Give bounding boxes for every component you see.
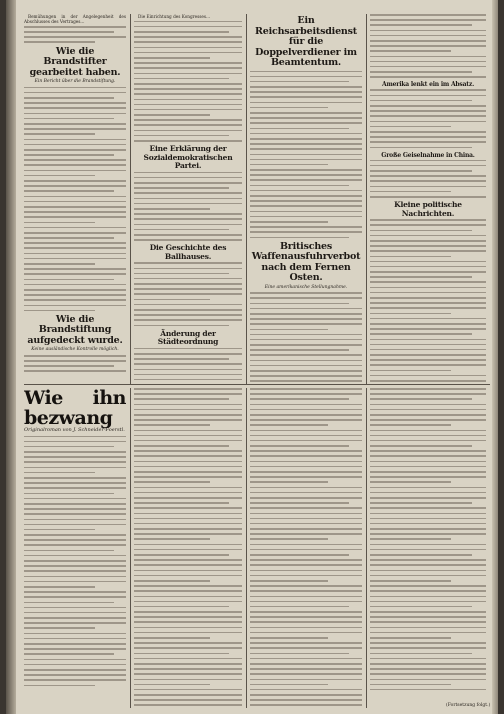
article-text-block — [370, 14, 486, 78]
article-text-block — [24, 26, 126, 43]
headline-erklaerung: Eine Erklärung der Sozialdemokratischen Partei. — [143, 144, 233, 171]
column-3-top — [250, 14, 362, 384]
article-text-block — [24, 87, 126, 312]
column-rule — [366, 388, 367, 708]
article-intro: Bemühungen in der Angelegenheit des Abschlusses des Vertrages... — [24, 14, 126, 25]
headline-waffenausfuhr: Britisches Waffenausfuhrverbot nach dem Fernen Osten. — [251, 240, 361, 284]
column-rule — [246, 388, 247, 708]
page-binding — [6, 0, 16, 714]
headline-china: Große Geiselnahme in China. — [381, 151, 475, 159]
article-text-block — [24, 355, 126, 374]
column-rule — [130, 14, 131, 384]
column-rule — [246, 14, 247, 384]
column-1-top — [24, 14, 126, 374]
serial-column-3 — [250, 388, 362, 708]
serial-text-block — [250, 388, 362, 708]
article-text-block — [134, 21, 242, 142]
article-text-block — [250, 292, 362, 384]
article-text-block — [134, 348, 242, 384]
column-2-top — [134, 14, 242, 384]
article-text-block — [134, 172, 242, 241]
article-intro: Die Einrichtung des Kongresses... — [138, 14, 211, 19]
article-text-block — [134, 262, 242, 326]
article-text-block — [370, 89, 486, 148]
serial-text-block — [134, 388, 242, 708]
column-4-top — [370, 14, 486, 384]
section-divider — [24, 384, 490, 385]
article-text-block — [250, 71, 362, 239]
headline-ballhaus: Die Geschichte des Ballhauses. — [149, 243, 227, 261]
serial-text-block — [370, 388, 486, 690]
subheadline-brandstifter: Ein Bericht über die Brandstiftung. — [34, 79, 116, 85]
column-rule — [130, 388, 131, 708]
column-rule — [366, 14, 367, 384]
subheadline-amerikanisch: Eine amerikanische Stellungnahme. — [264, 284, 348, 290]
serial-column-2 — [134, 388, 242, 708]
article-text-block — [370, 219, 486, 384]
subheadline-kontrolle: Keine ausländische Kontrolle möglich. — [31, 347, 119, 353]
headline-kleine-nachrichten: Kleine politische Nachrichten. — [394, 200, 462, 218]
headline-aufgedeckt: Wie die Brandstiftung aufgedeckt wurde. — [27, 313, 123, 346]
continuation-note: (Fortsetzung folgt.) — [446, 703, 491, 708]
headline-brandstifter: Wie die Brandstifter gearbeitet haben. — [29, 45, 121, 78]
page-edge — [492, 0, 498, 714]
headline-reichsarbeitsdienst: Ein Reichsarbeitsdienst für die Doppelverdiener im Beamtentum. — [255, 15, 357, 68]
article-text-block — [370, 160, 486, 198]
serial-column-1 — [24, 388, 126, 708]
headline-amerika: Amerika lenkt ein im Absatz. — [382, 81, 474, 89]
serial-text-block — [24, 436, 126, 687]
serial-column-4 — [370, 388, 486, 702]
headline-staedteordnung: Änderung der Städteordnung — [157, 328, 219, 347]
serial-author: Originalroman von J. Schneider-Foerstl. — [24, 427, 125, 433]
newspaper-page — [6, 0, 498, 714]
serial-title: Wie ihn bezwang — [24, 388, 126, 429]
